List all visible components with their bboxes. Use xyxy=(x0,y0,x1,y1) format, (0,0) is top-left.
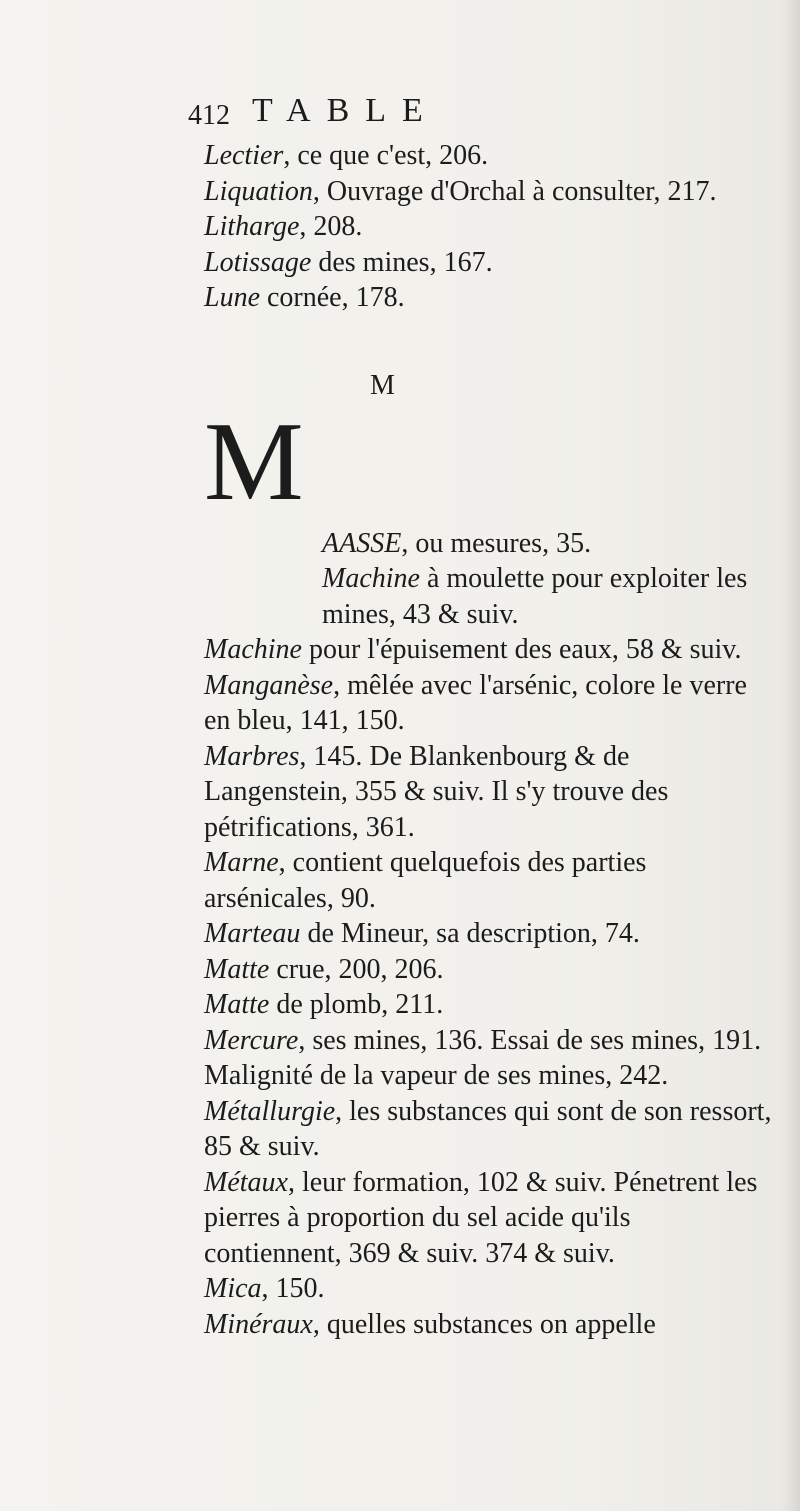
index-entry: Lotissage des mines, 167. xyxy=(204,246,493,278)
index-entry: AASSE, ou mesures, 35. xyxy=(322,527,592,559)
index-entry: Litharge, 208. xyxy=(204,211,363,242)
page-number: 412 xyxy=(188,100,230,131)
index-entry: Minéraux, quelles substances on appelle xyxy=(204,1308,656,1340)
index-entry: Manganèse, mêlée avec l'arsénic, colore le verre en bleu, 141, 150. xyxy=(204,669,747,736)
index-entry: Liquation, Ouvrage d'Orchal à consulter, 217. xyxy=(204,175,717,207)
index-entry: Lune cornée, 178. xyxy=(204,282,405,313)
index-entry: Mica, 150. xyxy=(204,1273,325,1304)
drop-cap: M xyxy=(204,400,304,524)
index-body xyxy=(204,138,774,1342)
index-entry: Marbres, 145. De Blankenbourg & de Langenstein, 355 & suiv. Il s'y trouve des pétrifications, 361. xyxy=(204,740,669,843)
index-entry: Matte crue, 200, 206. xyxy=(204,953,444,985)
index-entry: Lectier, ce que c'est, 206. xyxy=(204,140,489,171)
index-entry: Marteau de Mineur, sa description, 74. xyxy=(204,918,640,949)
index-entry: Métallurgie, les substances qui sont de son ressort, 85 & suiv. xyxy=(204,1095,772,1162)
running-header: TABLE xyxy=(252,92,439,129)
section-letter: M xyxy=(370,370,395,401)
index-entry: Machine pour l'épuisement des eaux, 58 & suiv. xyxy=(204,634,742,665)
index-entry: Matte de plomb, 211. xyxy=(204,989,444,1020)
index-entry: Métaux, leur formation, 102 & suiv. Pénetrent les pierres à proportion du sel acide qu'ils contiennent, 369 & suiv. 374 & suiv. xyxy=(204,1166,758,1269)
page-edge-shadow xyxy=(782,0,800,1511)
index-entry: Marne, contient quelquefois des parties arsénicales, 90. xyxy=(204,847,647,914)
index-entry: Mercure, ses mines, 136. Essai de ses mines, 191. Malignité de la vapeur de ses mines, 242. xyxy=(204,1024,762,1091)
index-entry: Machine à moulette pour exploiter les mines, 43 & suiv. xyxy=(322,563,748,630)
